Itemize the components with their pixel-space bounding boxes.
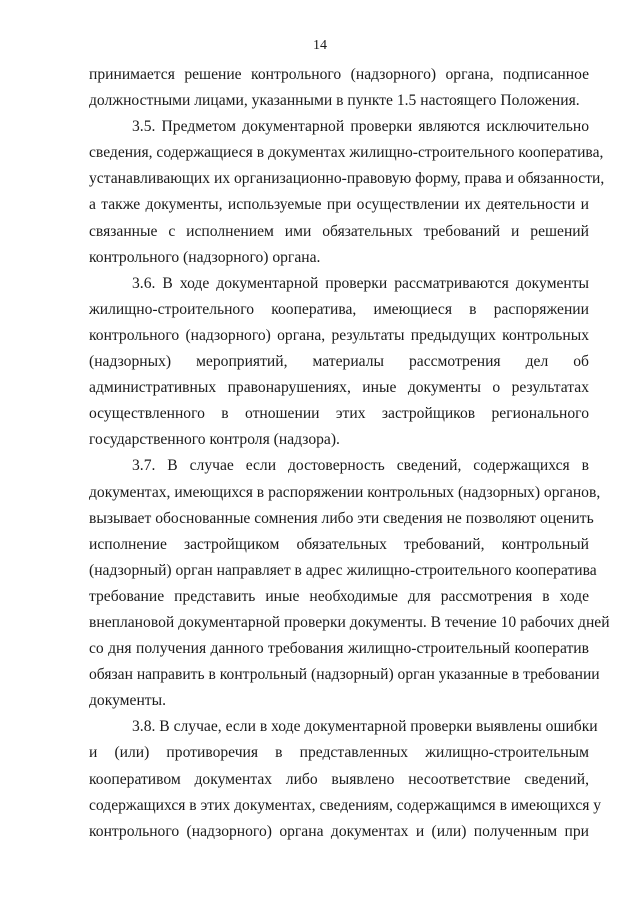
- text-line: исполнение застройщиком обязательных требований, контрольный: [89, 535, 589, 553]
- paragraph: [89, 453, 610, 714]
- text-line: и (или) противоречия в представленных жилищно-строительным: [89, 744, 589, 762]
- text-line: а также документы, используемые при осуществлении их деятельности и: [89, 196, 589, 214]
- text-line: внеплановой документарной проверки документы. В течение 10 рабочих дней: [89, 613, 610, 631]
- text-line: (надзорный) орган направляет в адрес жилищно-строительного кооператива: [89, 561, 597, 579]
- text-line: требование представить иные необходимые для рассмотрения в ходе: [89, 587, 589, 605]
- text-line: связанные с исполнением ими обязательных требований и решений: [89, 222, 589, 240]
- text-line: 3.5. Предметом документарной проверки являются исключительно: [132, 118, 589, 136]
- text-line: документы.: [89, 692, 167, 710]
- text-line: контрольного (надзорного) органа.: [89, 248, 321, 266]
- text-line: контрольного (надзорного) органа, результаты предыдущих контрольных: [89, 326, 589, 344]
- text-line: контрольного (надзорного) органа документах и (или) полученным при: [89, 822, 589, 840]
- text-line: должностными лицами, указанными в пункте 1.5 настоящего Положения.: [89, 92, 580, 110]
- text-line: административных правонарушениях, иные документы о результатах: [89, 379, 589, 397]
- text-line: кооперативом документах либо выявлено несоответствие сведений,: [89, 770, 589, 788]
- document-body: [89, 62, 610, 845]
- text-line: вызывает обоснованные сомнения либо эти сведения не позволяют оценить: [89, 509, 594, 527]
- text-line: документах, имеющихся в распоряжении контрольных (надзорных) органов,: [89, 483, 601, 501]
- paragraph: [89, 271, 589, 454]
- text-line: (надзорных) мероприятий, материалы рассмотрения дел об: [89, 353, 589, 371]
- text-line: содержащихся в этих документах, сведениям, содержащимся в имеющихся у: [89, 796, 602, 814]
- text-line: 3.7. В случае если достоверность сведений, содержащихся в: [132, 457, 589, 475]
- paragraph: [89, 714, 602, 844]
- text-line: обязан направить в контрольный (надзорный) орган указанные в требовании: [89, 666, 600, 684]
- text-line: сведения, содержащиеся в документах жилищно-строительного кооператива,: [89, 144, 604, 162]
- text-line: 3.6. В ходе документарной проверки рассматриваются документы: [132, 274, 589, 292]
- text-line: осуществленного в отношении этих застройщиков регионального: [89, 405, 589, 423]
- text-line: жилищно-строительного кооператива, имеющиеся в распоряжении: [89, 300, 589, 318]
- page-number: 14: [313, 38, 327, 53]
- text-line: государственного контроля (надзора).: [89, 431, 340, 449]
- text-line: 3.8. В случае, если в ходе документарной проверки выявлены ошибки: [132, 718, 598, 736]
- text-line: принимается решение контрольного (надзорного) органа, подписанное: [89, 66, 589, 83]
- paragraph: [89, 62, 589, 114]
- paragraph: [89, 114, 605, 271]
- text-line: со дня получения данного требования жилищно-строительный кооператив: [89, 640, 589, 658]
- text-line: устанавливающих их организационно-правовую форму, права и обязанности,: [89, 170, 605, 188]
